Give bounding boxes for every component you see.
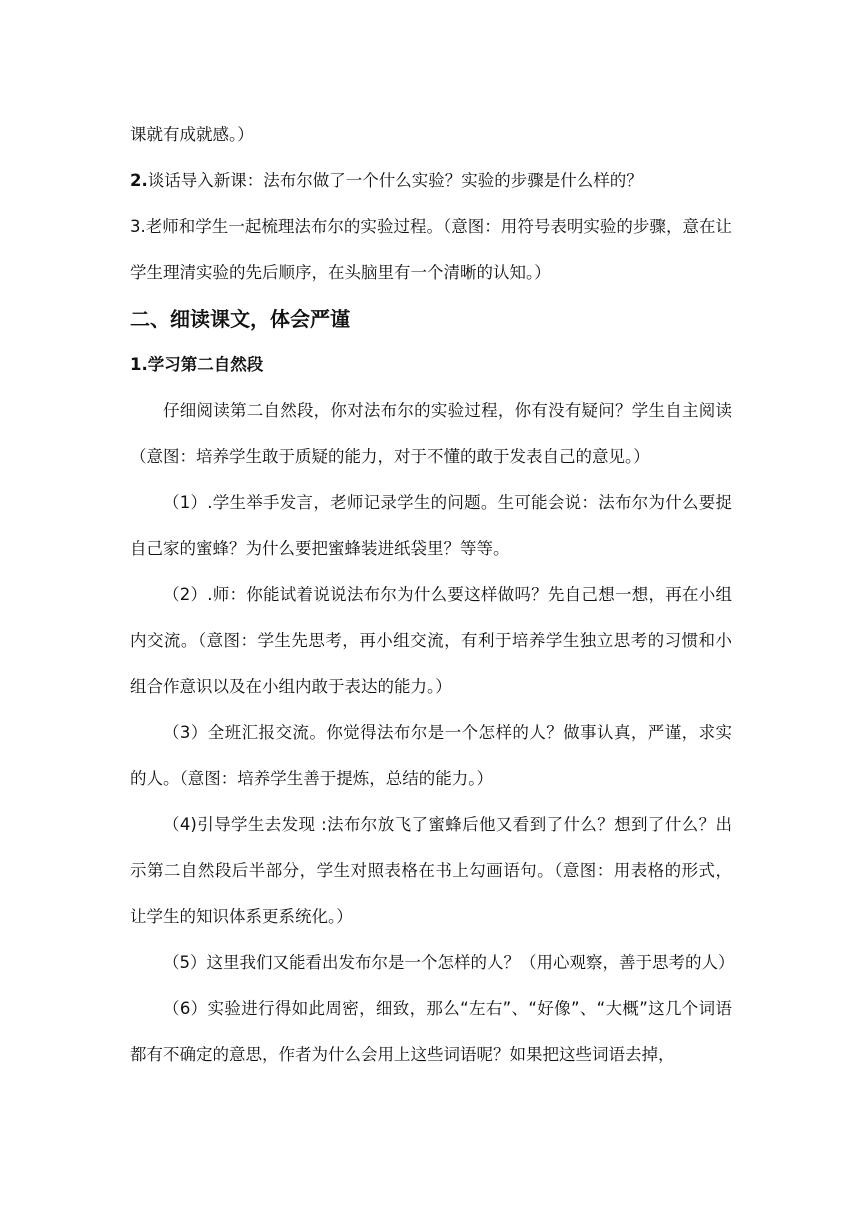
paragraph-9: （5）这里我们又能看出发布尔是一个怎样的人？（用心观察，善于思考的人） bbox=[163, 953, 735, 972]
paragraph-4: 仔细阅读第二自然段，你对法布尔的实验过程，你有没有疑问？学生自主阅读（意图：培养学生敢于质疑的能力，对于不懂的敢于发表自己的意见。） bbox=[130, 401, 732, 466]
paragraph-2-text: 谈话导入新课：法布尔做了一个什么实验？实验的步骤是什么样的？ bbox=[147, 171, 643, 190]
paragraph-6: （2）.师：你能试着说说法布尔为什么要这样做吗？先自己想一想，再在小组内交流。（意图：学生先思考，再小组交流，有利于培养学生独立思考的习惯和小组合作意识以及在小组内敢于表达的能力。） bbox=[130, 585, 732, 696]
paragraph-7: （3）全班汇报交流。你觉得法布尔是一个怎样的人？做事认真，严谨，求实的人。（意图：培养学生善于提炼，总结的能力。） bbox=[130, 723, 732, 788]
document-page bbox=[130, 112, 735, 1078]
paragraph-8: （4)引导学生去发现 :法布尔放飞了蜜蜂后他又看到了什么？想到了什么？出示第二自然段后半部分，学生对照表格在书上勾画语句。（意图：用表格的形式，让学生的知识体系更系统化。） bbox=[130, 815, 732, 926]
paragraph-10: （6）实验进行得如此周密，细致，那么“左右”、“好像”、“大概”这几个词语都有不确定的意思，作者为什么会用上这些词语呢？如果把这些词语去掉， bbox=[130, 999, 732, 1064]
paragraph-2-number: 2. bbox=[130, 171, 148, 190]
paragraph-5: （1）.学生举手发言，老师记录学生的问题。生可能会说：法布尔为什么要捉自己家的蜜蜂？为什么要把蜜蜂装进纸袋里？等等。 bbox=[130, 493, 732, 558]
paragraph-continuation: 课就有成就感。） bbox=[130, 125, 254, 144]
subsection-heading: 1.学习第二自然段 bbox=[130, 355, 264, 374]
paragraph-3: 3.老师和学生一起梳理法布尔的实验过程。（意图：用符号表明实验的步骤，意在让学生理清实验的先后顺序，在头脑里有一个清晰的认知。） bbox=[130, 217, 732, 282]
paragraph-2 bbox=[130, 158, 732, 204]
section-heading: 二、细读课文，体会严谨 bbox=[130, 307, 350, 331]
